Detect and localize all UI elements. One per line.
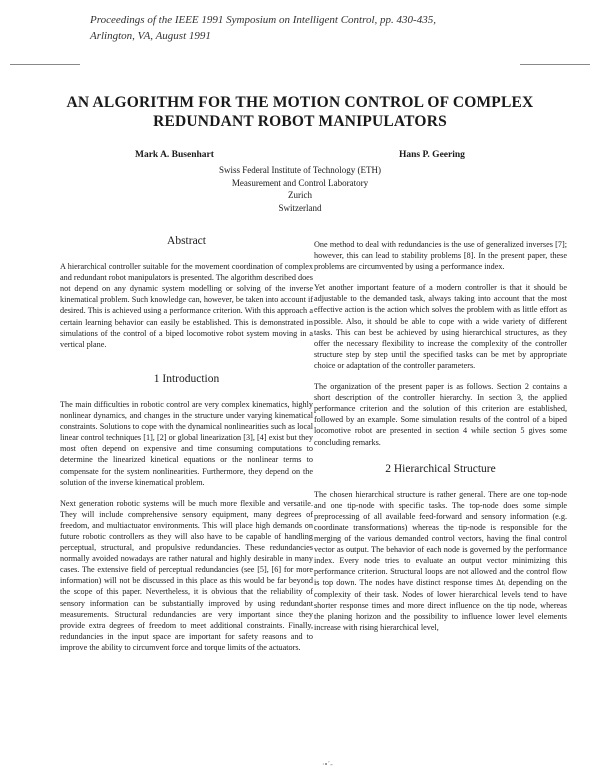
author-2: Hans P. Geering — [399, 150, 465, 160]
introduction-heading: 1 Introduction — [153, 372, 220, 385]
affiliation-line: Swiss Federal Institute of Technology (ETH) — [219, 165, 381, 175]
affiliation-line: Switzerland — [278, 202, 322, 213]
title-line-1: AN ALGORITHM FOR THE MOTION CONTROL OF COMPLEX — [66, 94, 534, 111]
introduction-paragraph-2: Next generation robotic systems will be much more flexible and versatile. They will include comprehensive sensory equipment, many degrees of freedom, and multiactuator environments. This will place high demands on future robotic controllers as they will also have to be capable of handling perceptual, structural, and propulsive redundancies. These redundancies normally avoided nowadays are rather natural and highly desirable in many cases. The extensive field of perceptual redundancies (see [5], [6] for more information) will not be discussed in this place as this would be far beyond the scope of this paper. Nevertheless, it is obvious that the reliability of sensory information can be substantially improved by using redundant measurements. Structural redundancies are very important since they provide extra degrees of freedom to meet additional constraints. Finally, redundancies in the input space are important for safety reasons and to improve the ability to circumvent force and torque limits of the actuators. — [60, 498, 313, 652]
hierarchical-paragraph-1: The chosen hierarchical structure is rather general. There are one top-node and one tip-node with specific tasks. The top-node does some simple preprocessing of all available feed-forward and sensory information (e.g. coordinate transformations) whereas the tip-node is responsible for the merging of the various demanded control vectors, having the final control vector as output. The behavior of each node is governed by the performance index. Every node tries to evaluate an output vector minimizing this performance criterion. Structural loops are not allowed and the control flow is top down. The nodes have distinct response times Δtᵢ depending on the complexity of their task. Nodes of lower hierarchical levels tend to have shorter response times and more direct influence on the tip node, whereas the planing horizon and the possibility to influence lower level elements increase with rising hierarchical level, — [314, 489, 567, 632]
header-line-2: Arlington, VA, August 1991 — [90, 30, 211, 42]
paper-title — [20, 93, 580, 131]
hierarchical-structure-heading: 2 Hierarchical Structure — [385, 462, 496, 475]
page-mark: ·•´- — [322, 760, 333, 769]
header-line-1: Proceedings of the IEEE 1991 Symposium on Intelligent Control, pp. 430-435, — [90, 14, 436, 26]
left-column — [60, 236, 313, 663]
abstract-text: A hierarchical controller suitable for the movement coordination of complex and redundant robot manipulators is presented. The algorithm described does not depend on any dynamic system modelling or solving of the inverse kinematical problem. Such knowledge can, however, be taken into account if desired. This is achieved using a performance criterion. With this approach a certain learning behavior can easily be established. This is demonstrated in simulations of the control of a biped locomotive robot system moving in a vertical plane. — [60, 262, 313, 349]
proceedings-header — [90, 12, 510, 44]
affiliation — [150, 164, 450, 214]
affiliation-line: Measurement and Control Laboratory — [231, 177, 369, 188]
header-rule-right — [520, 64, 590, 65]
author-1: Mark A. Busenhart — [135, 150, 214, 160]
header-rule-left — [10, 64, 80, 65]
title-line-2: REDUNDANT ROBOT MANIPULATORS — [153, 113, 447, 130]
affiliation-line: Zurich — [288, 190, 312, 200]
right-paragraph-3: The organization of the present paper is as follows. Section 2 contains a short description of the controller hierarchy. In section 3, the applied performance criterion and the solution of this criterion are established, followed by an example. Some simulation results of the control of a biped locomotive robot are presented in section 4 while section 5 gives some concluding remarks. — [314, 382, 567, 447]
right-paragraph-1: One method to deal with redundancies is the use of generalized inverses [7]; however, this can lead to stability problems [8]. In the present paper, these problems are circumvented by using a performance index. — [314, 240, 567, 272]
right-column — [314, 239, 567, 643]
abstract-heading: Abstract — [167, 235, 206, 247]
right-paragraph-2: Yet another important feature of a modern controller is that it should be adjustable to the demanded task, always taking into account that the most effective action is the action which solves the problem with as little effort as possible. Also, it should be able to cope with a wide variety of different tasks. This can best be achieved by using hierarchical structures, as they offer the necessary flexibility to increase the complexity of the controller structure step by step until the specified tasks can be met by appropriate choice or adaptation of the controller parameters. — [314, 283, 567, 370]
introduction-paragraph-1: The main difficulties in robotic control are very complex kinematics, highly nonlinear dynamics, and changes in the structure under varying kinematical constraints. Solutions to cope with the dynamical nonlinearities such as local linear control techniques [1], [2] or global linearization [3], [4] exist but they most often depend on expensive and time consuming computations to determine the linearized kinetical equations or the nonlinear terms to compensate for the system nonlinearities. Furthermore, they depend on the solution of the inverse kinematical problem. — [60, 399, 313, 487]
